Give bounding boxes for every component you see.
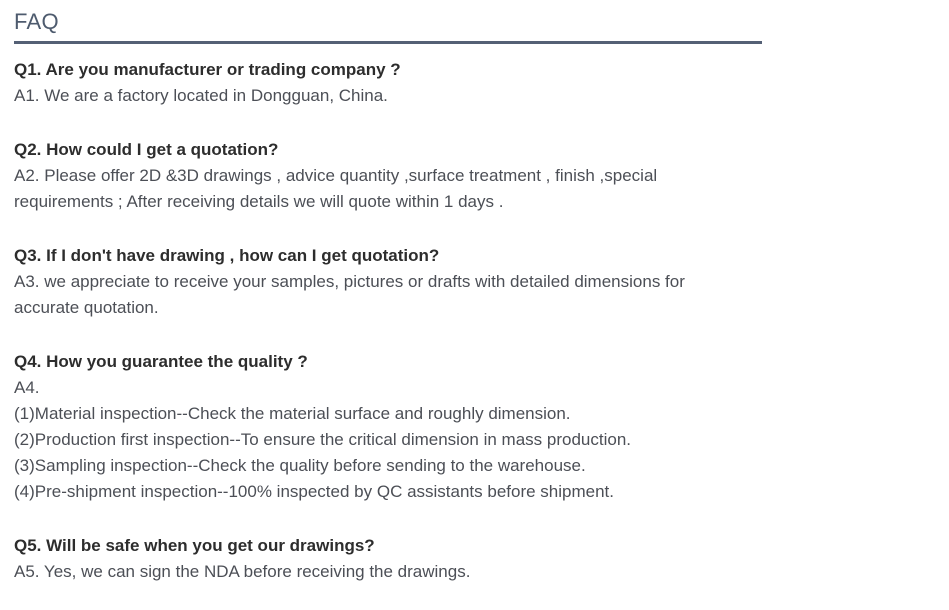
faq-question: Q4. How you guarantee the quality ? [14,352,308,371]
faq-question: Q1. Are you manufacturer or trading company ? [14,60,401,79]
faq-section-title: FAQ [14,9,59,34]
faq-answer-line: A2. Please offer 2D &3D drawings , advice quantity ,surface treatment , finish ,special [14,166,658,185]
faq-answer-line: A3. we appreciate to receive your samples, pictures or drafts with detailed dimensions for [14,272,685,291]
faq-answer-line: (4)Pre-shipment inspection--100% inspected by QC assistants before shipment. [14,482,615,501]
faq-question: Q5. Will be safe when you get our drawings? [14,536,375,555]
faq-item [14,137,949,215]
faq-answer-line: (1)Material inspection--Check the material surface and roughly dimension. [14,404,571,423]
faq-item [14,57,949,109]
faq-question: Q2. How could I get a quotation? [14,140,279,159]
faq-item [14,349,949,505]
faq-answer-line: accurate quotation. [14,298,159,317]
faq-answer-line: (2)Production first inspection--To ensure the critical dimension in mass production. [14,430,631,449]
faq-answer-line: requirements ; After receiving details we will quote within 1 days . [14,192,504,211]
faq-answer-line: A5. Yes, we can sign the NDA before receiving the drawings. [14,562,471,581]
faq-item [14,533,949,585]
faq-question: Q3. If I don't have drawing , how can I get quotation? [14,246,440,265]
faq-answer-line: A1. We are a factory located in Dongguan, China. [14,86,388,105]
faq-answer-line: A4. [14,378,40,397]
faq-list [14,57,949,585]
faq-item [14,243,949,321]
heading-divider [14,41,762,44]
faq-answer-line: (3)Sampling inspection--Check the quality before sending to the warehouse. [14,456,586,475]
